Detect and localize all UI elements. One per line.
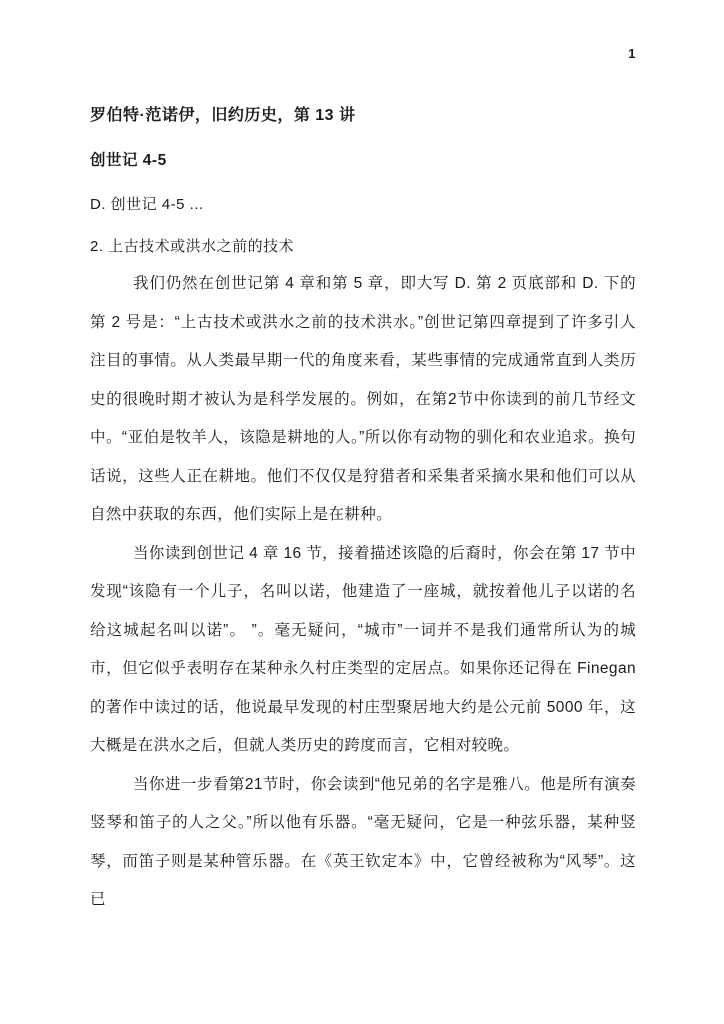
document-subtitle: 创世记 4-5 [90, 152, 167, 169]
document-title: 罗伯特·范诺伊，旧约历史，第 13 讲 [90, 107, 356, 124]
paragraph: 我们仍然在创世记第 4 章和第 5 章，即大写 D. 第 2 页底部和 D. 下的第 2 号是：“上古技术或洪水之前的技术洪水。”创世记第四章提到了许多引人注目的事情。从人类最早期一代的角度来看，某些事情的完成通常直到人类历史的很晚时期才被认为是科学发展的。例如，在第2节中你读到的前几节经文中。“亚伯是牧羊人，该隐是耕地的人。”所以你有动物的驯化和农业追求。换句话说，这些人正在耕地。他们不仅仅是狩猎者和采集者采摘水果和他们可以从自然中获取的东西，他们实际上是在耕种。 [90, 275, 636, 523]
document-body [90, 265, 636, 920]
section-heading: 2. 上古技术或洪水之前的技术 [90, 238, 295, 255]
page-number: 1 [628, 46, 636, 61]
paragraph: 当你读到创世记 4 章 16 节，接着描述该隐的后裔时，你会在第 17 节中发现“该隐有一个儿子，名叫以诺，他建造了一座城，就按着他儿子以诺的名给这城起名叫以诺”。 ”。毫无疑问，“城市”一词并不是我们通常所认为的城市，但它似乎表明存在某种永久村庄类型的定居点。如果你还记得在 Finegan 的著作中读过的话，他说最早发现的村庄型聚居地大约是公元前 5000 年，这大概是在洪水之后，但就人类历史的跨度而言，它相对较晚。 [90, 544, 636, 754]
outline-line: D. 创世记 4-5 ... [90, 196, 204, 213]
paragraph: 当你进一步看第21节时，你会读到“他兄弟的名字是雅八。他是所有演奏竖琴和笛子的人之父。”所以他有乐器。“毫无疑问，它是一种弦乐器，某种竖琴，而笛子则是某种管乐器。在《英王钦定本》中，它曾经被称为“风琴”。这已 [90, 775, 636, 908]
